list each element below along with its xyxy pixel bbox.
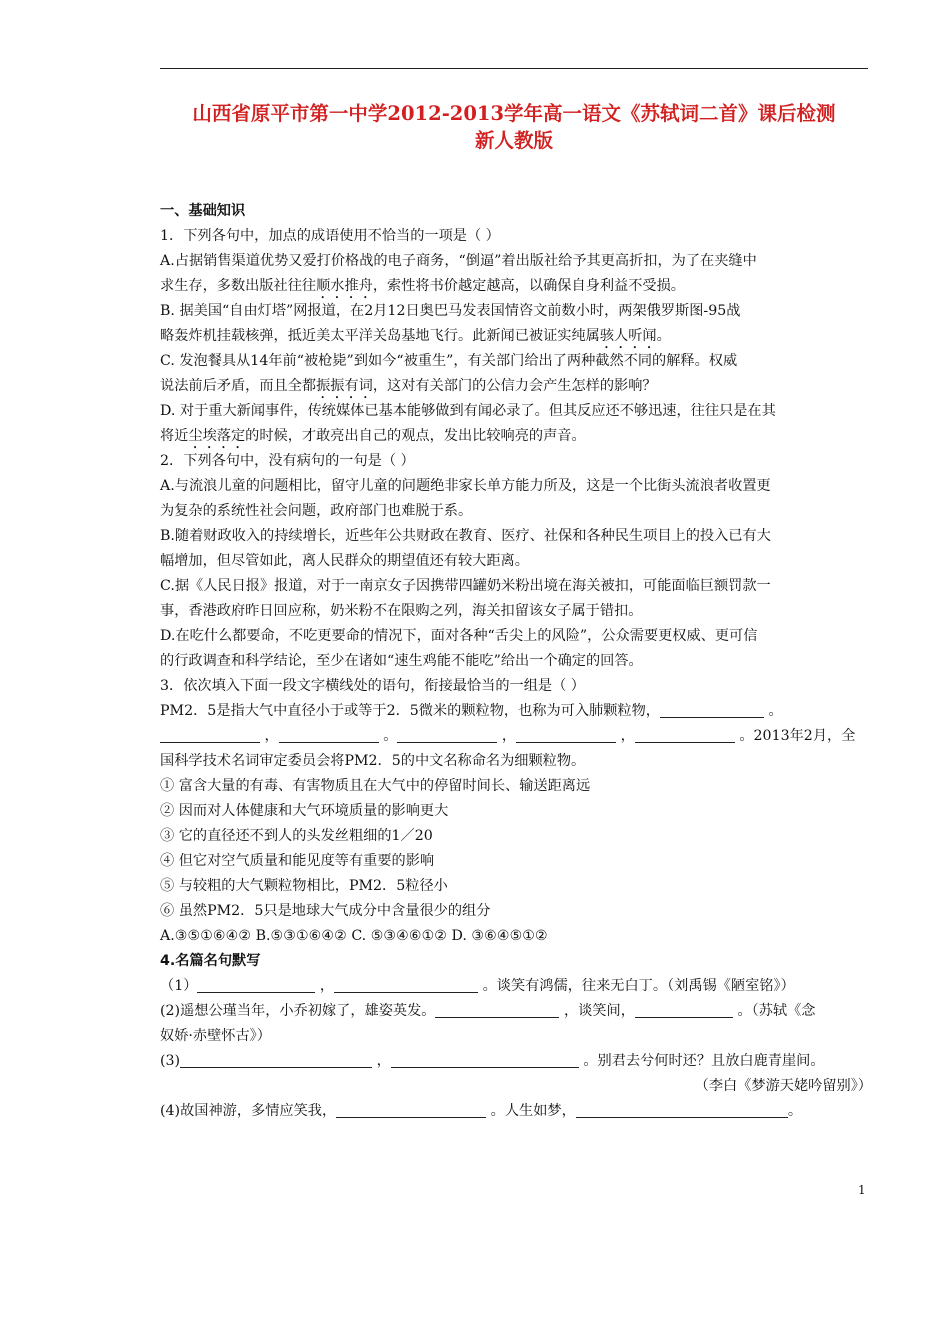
answer-blank[interactable]: [635, 1002, 733, 1018]
title-line-1: 山西省原平市第一中学2012-2013学年高一语文《苏轼词二首》课后检测: [192, 102, 836, 125]
q3-item-2: ② 因而对人体健康和大气环境质量的影响更大: [160, 803, 449, 819]
q3-item-4: ④ 但它对空气质量和能见度等有重要的影响: [160, 853, 435, 869]
q1-option-c-line2: 说法前后矛盾，而且全都振振有词，这对有关部门的公信力会产生怎样的影响？: [160, 378, 657, 394]
q1-option-d-line2: 将近尘埃落定的时候，才敢亮出自己的观点，发出比较响亮的声音。: [160, 428, 586, 444]
q3-passage-line3: 国科学技术名词审定委员会将PM2．5的中文名称命名为细颗粒物。: [160, 753, 586, 769]
answer-blank[interactable]: [160, 727, 260, 743]
q4-item-3: (3) ， 。别君去兮何时还？且放白鹿青崖间。: [160, 1053, 825, 1069]
q4-item-2-line1: (2)遥想公瑾当年，小乔初嫁了，雄姿英发。 ，谈笑间， 。（苏轼《念: [160, 1003, 816, 1019]
emphasis-dots: 骇人听闻: [599, 328, 657, 344]
q4-heading: 4.名篇名句默写: [160, 953, 261, 969]
answer-blank[interactable]: [391, 1052, 579, 1068]
q1-option-b-line2: 略轰炸机挂载核弹，抵近美太平洋关岛基地飞行。此新闻已被证实纯属骇人听闻。: [160, 328, 671, 344]
q2-option-b-line1: B.随着财政收入的持续增长，近些年公共财政在教育、医疗、社保和各种民生项目上的投入已有大: [160, 528, 771, 544]
answer-blank[interactable]: [576, 1102, 788, 1118]
q4-item-4: (4)故国神游，多情应笑我， 。人生如梦， 。: [160, 1103, 803, 1119]
page-number: 1: [858, 1183, 866, 1197]
q2-option-b-line2: 幅增加，但尽管如此，离人民群众的期望值还有较大距离。: [160, 553, 529, 569]
q1-option-b-line1: B. 据美国“自由灯塔”网报道，在2月12日奥巴马发表国情咨文前数小时，两架俄罗斯图-95战: [160, 303, 741, 319]
answer-blank[interactable]: [516, 727, 616, 743]
q3-item-6: ⑥ 虽然PM2．5只是地球大气成分中含量很少的组分: [160, 903, 491, 919]
q3-item-1: ① 富含大量的有毒、有害物质且在大气中的停留时间长、输送距离远: [160, 778, 591, 794]
answer-blank[interactable]: [180, 1052, 372, 1068]
q3-passage-line1: PM2．5是指大气中直径小于或等于2．5微米的颗粒物，也称为可入肺颗粒物， 。: [160, 703, 783, 719]
q2-option-d-line2: 的行政调查和科学结论，至少在诸如“速生鸡能不能吃”给出一个确定的回答。: [160, 653, 643, 669]
answer-blank[interactable]: [660, 702, 764, 718]
answer-blank[interactable]: [279, 727, 379, 743]
emphasis-dots: 尘埃落定: [188, 428, 246, 444]
q1-option-a-line1: A.占据销售渠道优势又爱打价格战的电子商务，“倒逼”着出版社给予其更高折扣，为了在夹缝中: [160, 253, 757, 269]
title-line-2: 新人教版: [474, 129, 553, 152]
q1-option-c-line1: C. 发泡餐具从14年前“被枪毙”到如今“被重生”，有关部门给出了两种截然不同的解释。权威: [160, 353, 738, 369]
emphasis-dots: 顺水推舟: [316, 278, 373, 294]
q3-passage-line2: ， 。 ， ， 。2013年2月，全: [160, 724, 872, 749]
answer-blank[interactable]: [435, 1002, 559, 1018]
q3-choices: A.③⑤①⑥④② B.⑤③①⑥④② C. ⑤③④⑥①② D. ③⑥④⑤①②: [160, 928, 548, 944]
q2-stem: 2．下列各句中，没有病句的一句是（ ）: [160, 453, 415, 469]
q2-option-c-line1: C.据《人民日报》报道，对于一南京女子因携带四罐奶米粉出境在海关被扣，可能面临巨额罚款一: [160, 578, 771, 594]
answer-blank[interactable]: [197, 977, 315, 993]
section-heading: 一、基础知识: [160, 203, 246, 219]
document-body: [160, 199, 872, 1124]
q4-item-2-line2: 奴娇·赤壁怀古》）: [160, 1028, 271, 1044]
answer-blank[interactable]: [334, 977, 478, 993]
q2-option-d-line1: D.在吃什么都要命，不吃更要命的情况下，面对各种“舌尖上的风险”，公众需要更权威、更可信: [160, 628, 758, 644]
answer-blank[interactable]: [397, 727, 497, 743]
q2-option-c-line2: 事，香港政府昨日回应称，奶米粉不在限购之列，海关扣留该女子属于错扣。: [160, 603, 643, 619]
header-rule: [160, 68, 868, 69]
q3-item-5: ⑤ 与较粗的大气颗粒物相比，PM2．5粒径小: [160, 878, 448, 894]
q2-option-a-line1: A.与流浪儿童的问题相比，留守儿童的问题绝非家长单方能力所及，这是一个比街头流浪者收置更: [160, 478, 771, 494]
emphasis-dots: 振振有词: [316, 378, 373, 394]
q2-option-a-line2: 为复杂的系统性社会问题，政府部门也难脱于系。: [160, 503, 473, 519]
q1-option-a-line2: 求生存，多数出版社往往顺水推舟，索性将书价越定越高，以确保自身利益不受损。: [160, 278, 685, 294]
q4-item-3-source: （李白《梦游天姥吟留别》）: [694, 1078, 872, 1094]
page-title: [150, 100, 878, 154]
answer-blank[interactable]: [336, 1102, 486, 1118]
q3-stem: 3．依次填入下面一段文字横线处的语句，衔接最恰当的一组是（ ）: [160, 678, 585, 694]
q1-stem: 1．下列各句中，加点的成语使用不恰当的一项是（ ）: [160, 228, 500, 244]
q4-item-1: （1） ， 。谈笑有鸿儒，往来无白丁。（刘禹锡《陋室铭》）: [160, 978, 795, 994]
q1-option-d-line1: D. 对于重大新闻事件，传统媒体已基本能够做到有闻必录了。但其反应还不够迅速，往往只是在其: [160, 403, 776, 419]
q3-item-3: ③ 它的直径还不到人的头发丝粗细的1／20: [160, 828, 433, 844]
answer-blank[interactable]: [635, 727, 735, 743]
